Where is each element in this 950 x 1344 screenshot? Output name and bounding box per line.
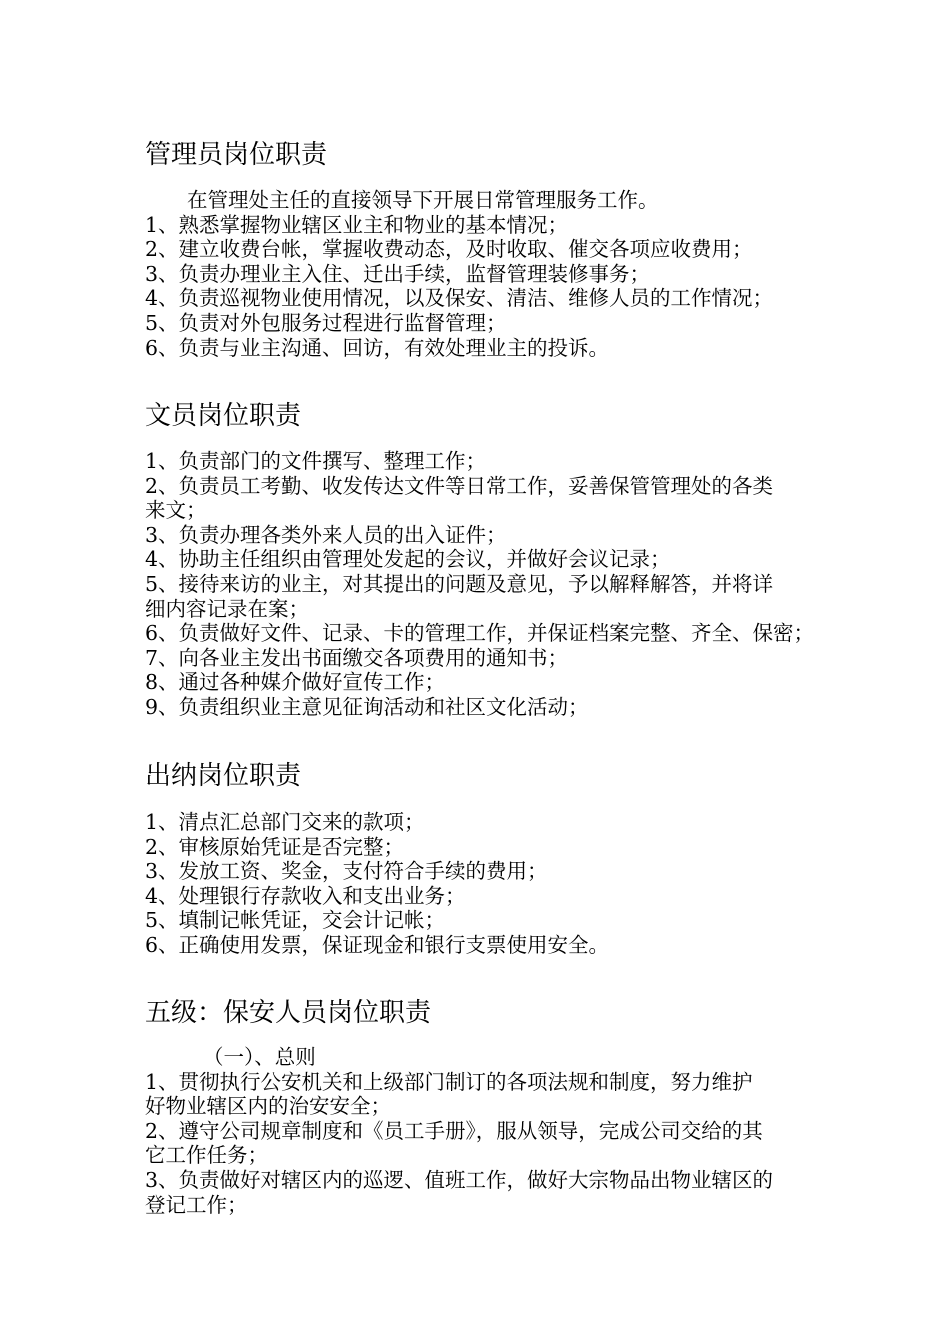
list-item: 3、负责办理各类外来人员的出入证件；	[145, 522, 507, 547]
list-item: 5、接待来访的业主，对其提出的问题及意见，予以解释解答，并将详	[145, 572, 774, 596]
list-item: 5、负责对外包服务过程进行监督管理；	[145, 311, 507, 335]
list-item: 2、审核原始凭证是否完整；	[145, 834, 405, 859]
section-heading: 管理员岗位职责	[145, 140, 328, 170]
section-heading: 文员岗位职责	[145, 401, 302, 431]
list-item: 3、负责做好对辖区内的巡逻、值班工作，做好大宗物品出物业辖区的	[145, 1168, 774, 1192]
list-item: 来文；	[145, 498, 207, 523]
intro-paragraph: 在管理处主任的直接领导下开展日常管理服务工作。	[187, 188, 659, 212]
list-item: 4、负责巡视物业使用情况，以及保安、清洁、维修人员的工作情况；	[145, 286, 774, 311]
list-item: 1、贯彻执行公安机关和上级部门制订的各项法规和制度，努力维护	[145, 1069, 753, 1094]
list-item: 6、正确使用发票，保证现金和银行支票使用安全。	[145, 933, 610, 957]
list-item: 4、处理银行存款收入和支出业务；	[145, 883, 466, 908]
list-item: 它工作任务；	[145, 1143, 268, 1168]
list-item: 8、通过各种媒介做好宣传工作；	[145, 670, 446, 695]
list-item: 好物业辖区内的治安安全；	[145, 1094, 391, 1119]
list-item: 3、负责办理业主入住、迁出手续，监督管理装修事务；	[145, 261, 651, 286]
list-item: 细内容记录在案；	[145, 596, 309, 621]
list-item: 2、负责员工考勤、收发传达文件等日常工作，妥善保管管理处的各类	[145, 473, 774, 498]
list-item: 2、遵守公司规章制度和《员工手册》，服从领导，完成公司交给的其	[145, 1118, 763, 1143]
list-item: 登记工作；	[145, 1192, 248, 1217]
section-heading: 出纳岗位职责	[145, 761, 302, 791]
list-item: 2、建立收费台帐，掌握收费动态，及时收取、催交各项应收费用；	[145, 237, 753, 262]
list-item: 4、协助主任组织由管理处发起的会议，并做好会议记录；	[145, 547, 671, 572]
list-item: 1、熟悉掌握物业辖区业主和物业的基本情况；	[145, 212, 569, 237]
list-item: 3、发放工资、奖金，支付符合手续的费用；	[145, 859, 548, 884]
list-item: 9、负责组织业主意见征询活动和社区文化活动；	[145, 695, 589, 719]
list-item: 6、负责与业主沟通、回访，有效处理业主的投诉。	[145, 335, 610, 360]
section-heading: 五级：保安人员岗位职责	[145, 998, 432, 1028]
list-item: 1、清点汇总部门交来的款项；	[145, 810, 425, 834]
list-item: 1、负责部门的文件撰写、整理工作；	[145, 449, 487, 473]
list-item: 7、向各业主发出书面缴交各项费用的通知书；	[145, 645, 569, 670]
list-item: 6、负责做好文件、记录、卡的管理工作，并保证档案完整、齐全、保密；	[145, 621, 815, 646]
list-item: 5、填制记帐凭证，交会计记帐；	[145, 908, 446, 933]
subheading: （一）、总则	[203, 1045, 316, 1069]
